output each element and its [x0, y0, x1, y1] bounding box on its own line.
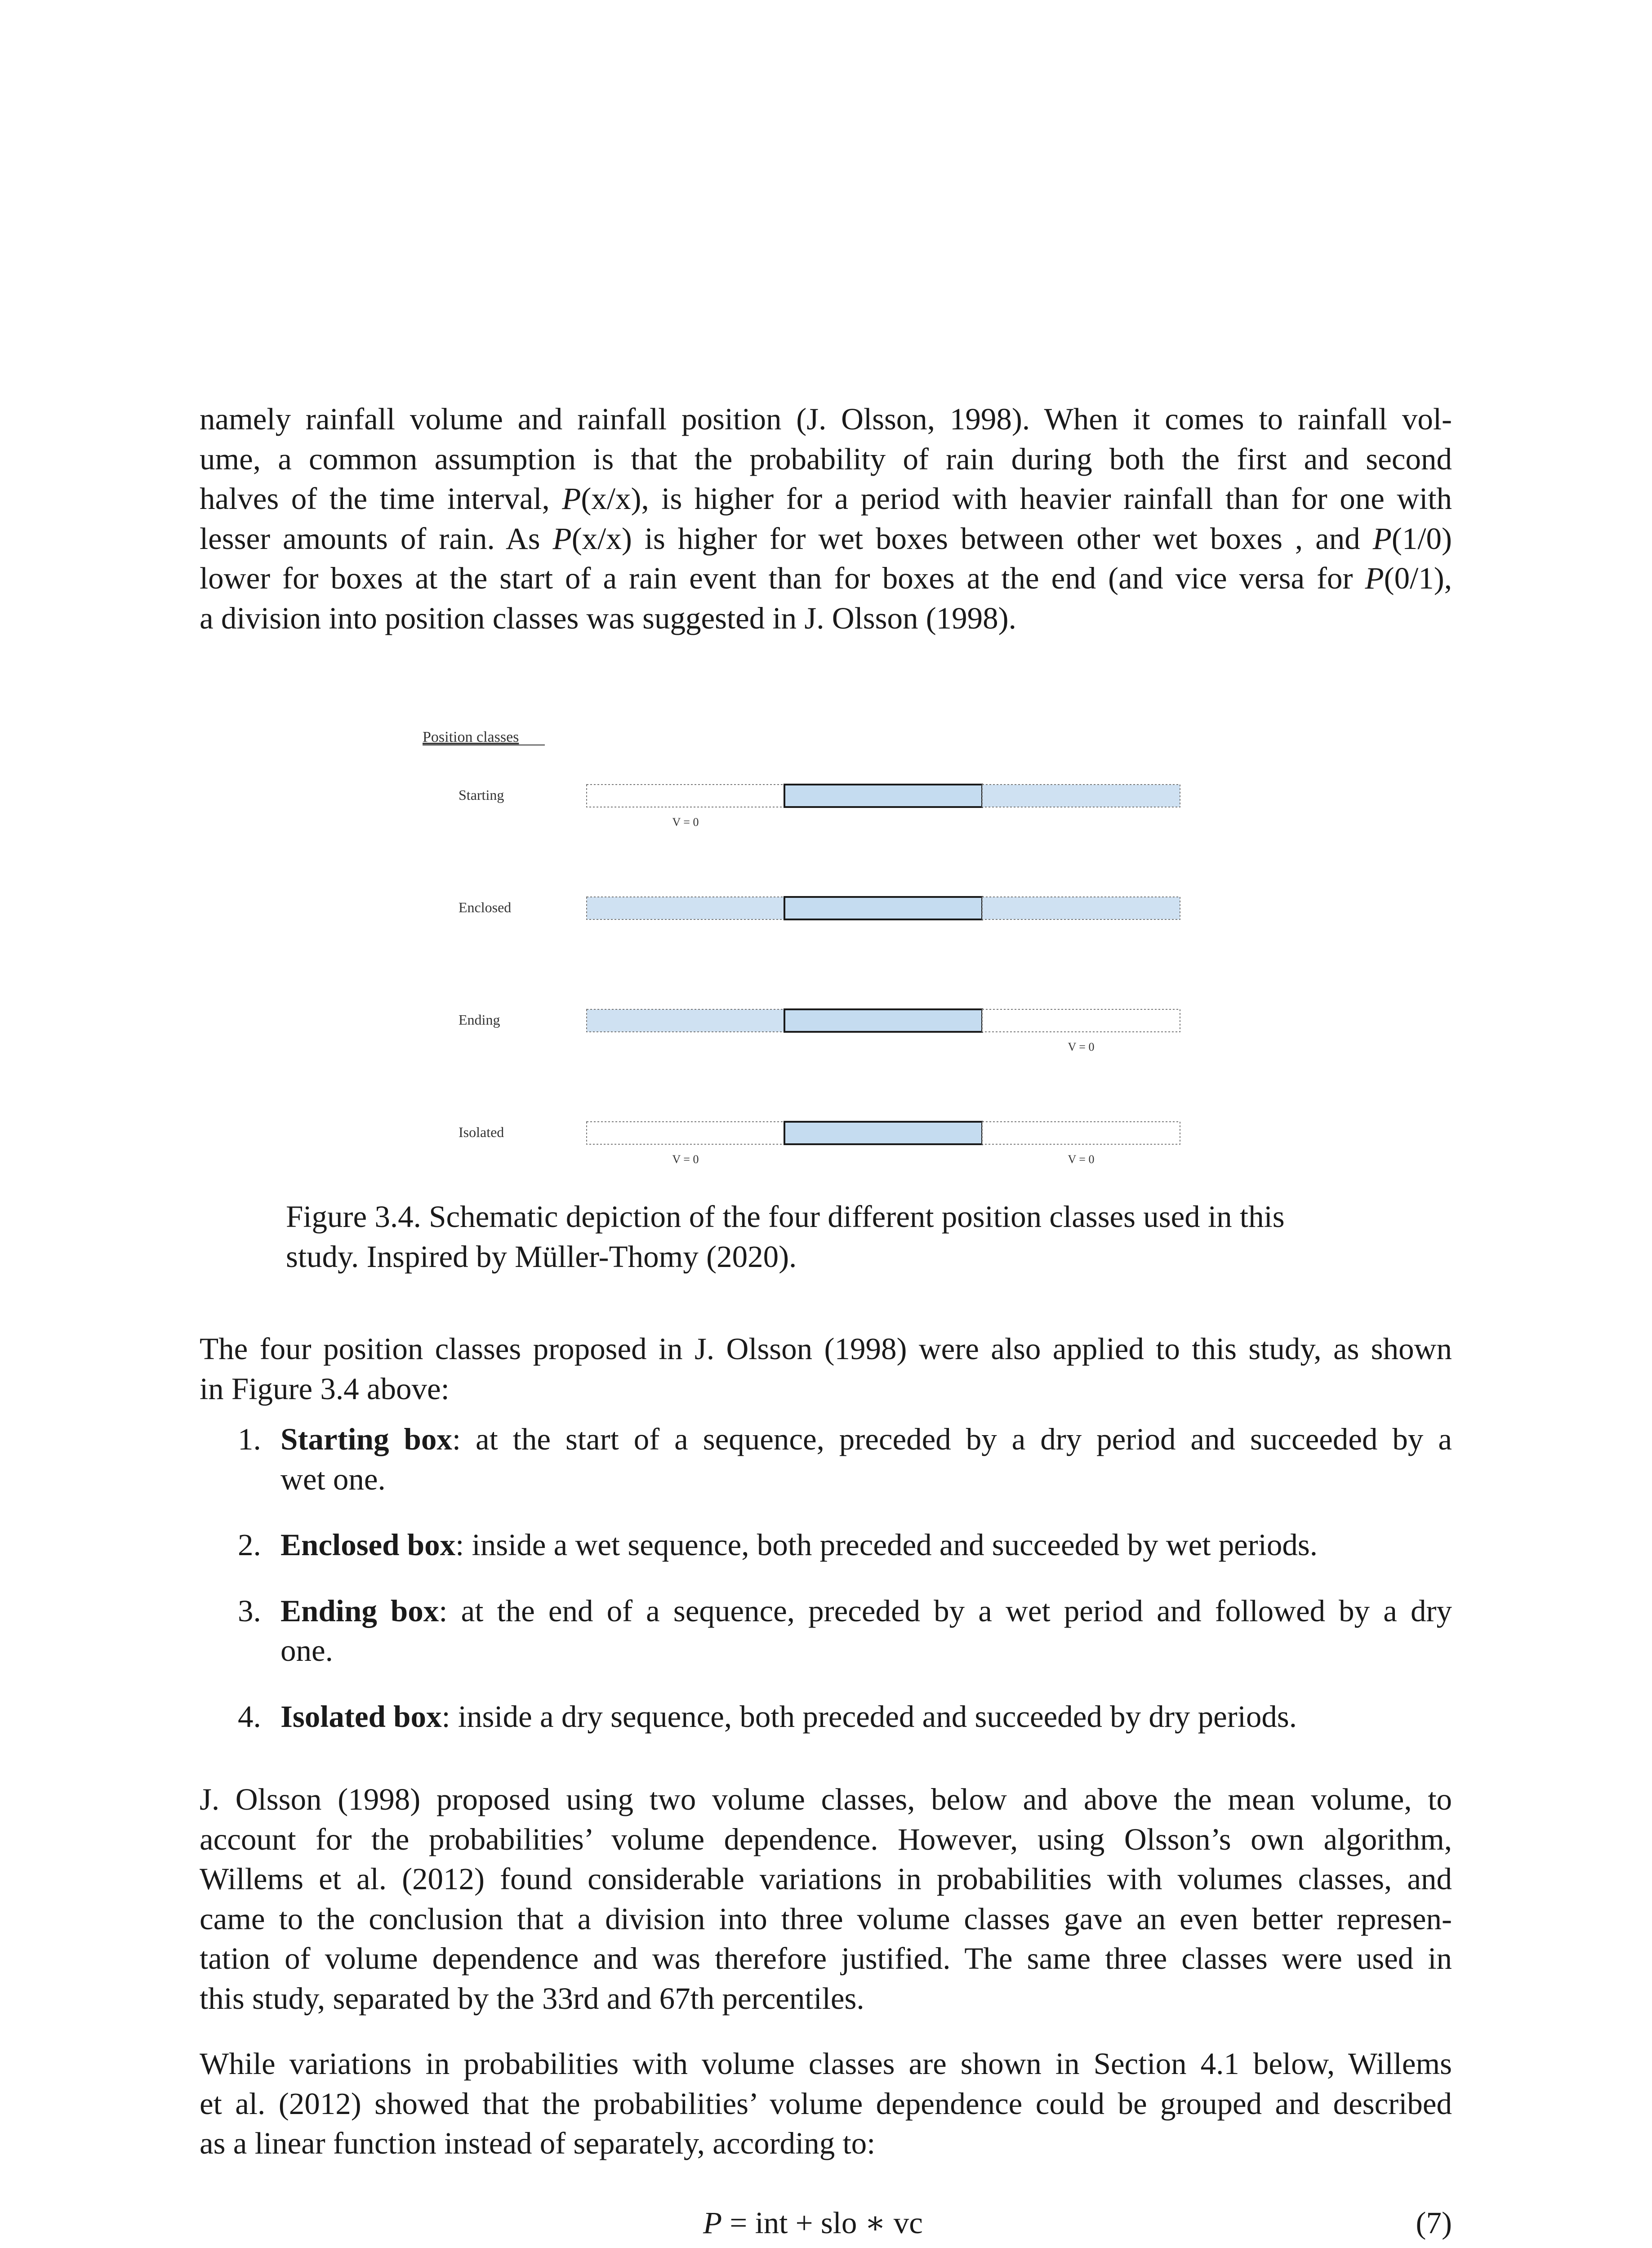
list-item — [200, 1419, 1452, 1499]
text-line: lower for boxes at the start of a rain event than for boxes at the end (and vice versa for P(0/1), — [200, 561, 1452, 595]
text-line: ume, a common assumption is that the probability of rain during both the first and second — [200, 442, 1452, 476]
text-line: Willems et al. (2012) found considerable variations in probabilities with volumes classes, and — [200, 1862, 1452, 1896]
position-class-label: Ending — [459, 1012, 500, 1028]
wet-neighbour-box — [587, 897, 784, 919]
paragraph-linear-function — [200, 2044, 1452, 2163]
current-box — [784, 897, 982, 919]
text-line: halves of the time interval, P(x/x), is higher for a period with heavier rainfall than for one with — [200, 482, 1452, 516]
list-number: 4. — [238, 1699, 261, 1734]
dry-neighbour-box — [587, 785, 784, 807]
list-item — [200, 1591, 1452, 1671]
text-line: et al. (2012) showed that the probabilities’ volume dependence could be grouped and described — [200, 2086, 1452, 2121]
figure-rows — [459, 785, 1180, 1166]
list-item — [200, 1525, 1452, 1565]
zero-volume-note: V = 0 — [672, 816, 699, 829]
paragraph-volume-classes — [200, 1780, 1452, 2018]
text-line: lesser amounts of rain. As P(x/x) is higher for wet boxes between other wet boxes , and P(1/0) — [200, 521, 1452, 556]
wet-neighbour-box — [587, 1009, 784, 1032]
text-line: Starting box: at the start of a sequence, preceded by a dry period and succeeded by a — [281, 1422, 1452, 1456]
text-line: account for the probabilities’ volume dependence. However, using Olsson’s own algorithm, — [200, 1822, 1452, 1856]
equation-number: (7) — [1416, 2206, 1452, 2240]
text-line: a division into position classes was suggested in J. Olsson (1998). — [200, 601, 1016, 635]
text-line: While variations in probabilities with volume classes are shown in Section 4.1 below, Willems — [200, 2047, 1452, 2081]
list-number: 3. — [238, 1593, 261, 1628]
figure-caption — [286, 1197, 1410, 1276]
text-line: one. — [281, 1633, 333, 1668]
current-box — [784, 785, 982, 807]
wet-neighbour-box — [982, 897, 1180, 919]
text-line: as a linear function instead of separately, according to: — [200, 2126, 876, 2160]
position-classes-figure — [405, 701, 1214, 1178]
caption-line: Figure 3.4. Schematic depiction of the four different position classes used in this — [286, 1200, 1285, 1234]
zero-volume-note: V = 0 — [672, 1153, 699, 1166]
text-line: Ending box: at the end of a sequence, preceded by a wet period and followed by a dry — [281, 1593, 1452, 1628]
paragraph-rainfall-volume-position — [200, 399, 1452, 638]
dry-neighbour-box — [982, 1009, 1180, 1032]
text-line: Enclosed box: inside a wet sequence, both preceded and succeeded by wet periods. — [281, 1528, 1318, 1562]
text-line: The four position classes proposed in J. Olsson (1998) were also applied to this study, as shown — [200, 1332, 1452, 1366]
figure-heading: Position classes — [423, 729, 519, 745]
text-line: came to the conclusion that a division into three volume classes gave an even better represen- — [200, 1901, 1452, 1936]
text-line: tation of volume dependence and was therefore justified. The same three classes were used in — [200, 1941, 1452, 1976]
current-box — [784, 1009, 982, 1032]
position-class-label: Enclosed — [459, 899, 512, 915]
list-item — [200, 1697, 1452, 1737]
paragraph-four-position-classes — [200, 1329, 1452, 1409]
text-line: J. Olsson (1998) proposed using two volume classes, below and above the mean volume, to — [200, 1782, 1452, 1816]
text-line: in Figure 3.4 above: — [200, 1371, 450, 1406]
equation-7 — [200, 2203, 1452, 2244]
text-line: namely rainfall volume and rainfall position (J. Olsson, 1998). When it comes to rainfall vol- — [200, 402, 1452, 436]
list-number: 1. — [238, 1422, 261, 1456]
text-line: Isolated box: inside a dry sequence, both preceded and succeeded by dry periods. — [281, 1699, 1297, 1734]
caption-line: study. Inspired by Müller-Thomy (2020). — [286, 1239, 797, 1274]
equation-body: P = int + slo ∗ vc — [703, 2206, 923, 2240]
list-number: 2. — [238, 1528, 261, 1562]
position-class-list — [200, 1419, 1452, 1762]
position-class-label: Isolated — [459, 1124, 504, 1140]
position-class-label: Starting — [459, 787, 504, 803]
text-line: wet one. — [281, 1462, 386, 1496]
zero-volume-note: V = 0 — [1068, 1040, 1095, 1053]
wet-neighbour-box — [982, 785, 1180, 807]
current-box — [784, 1122, 982, 1144]
dry-neighbour-box — [587, 1122, 784, 1144]
text-line: this study, separated by the 33rd and 67th percentiles. — [200, 1981, 864, 2016]
dry-neighbour-box — [982, 1122, 1180, 1144]
zero-volume-note: V = 0 — [1068, 1153, 1095, 1166]
